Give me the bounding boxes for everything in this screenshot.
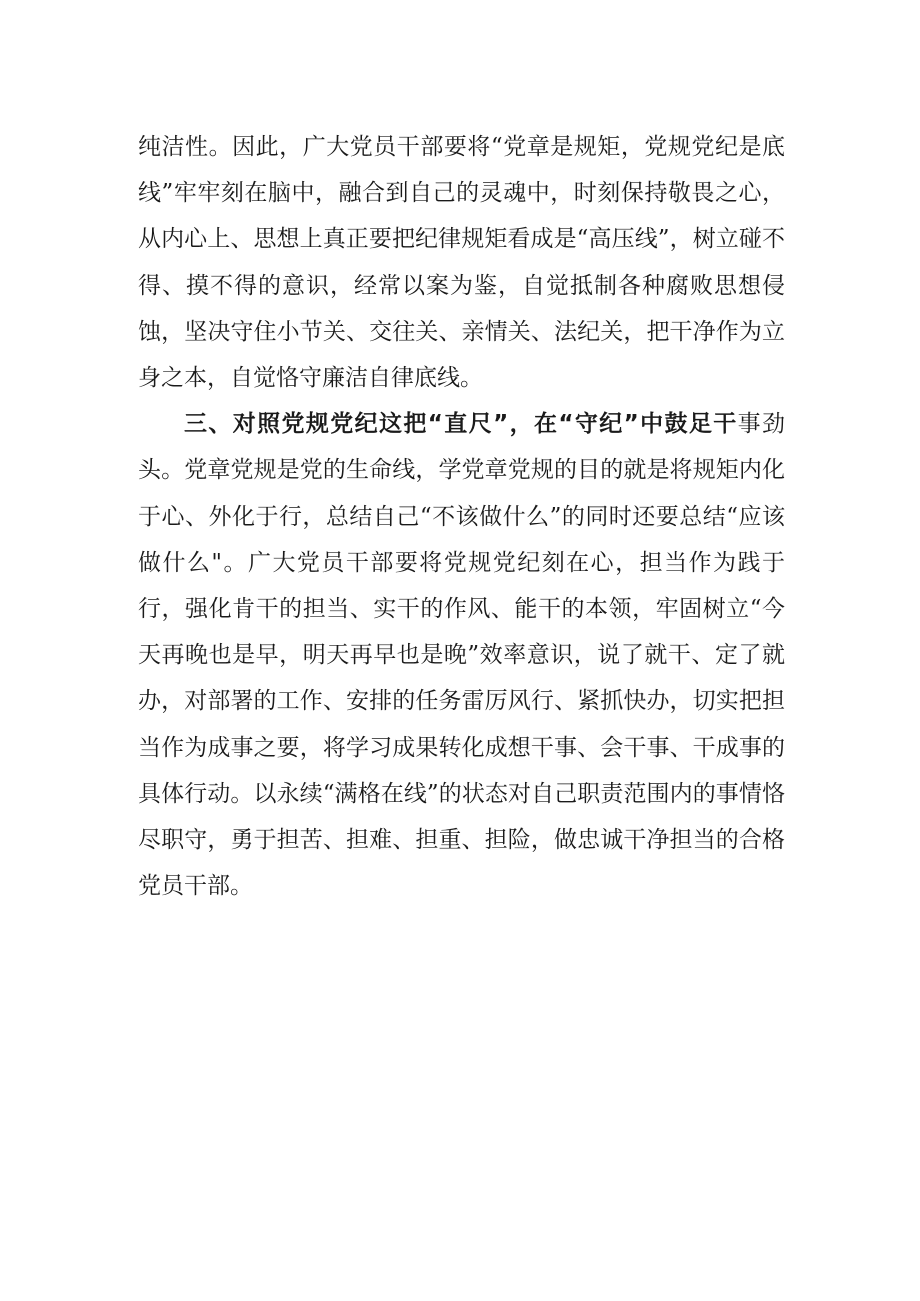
paragraph-continuation [138,124,785,401]
paragraph-text: 事劲头。党章党规是党的生命线，学党章党规的目的就是将规矩内化于心、外化于行，总结自己“不该做什么”的同时还要总结“应该做什么"。广大党员干部要将党规党纪刻在心，担当作为践于行，强化肯干的担当、实干的作风、能干的本领，牢固树立“今天再晚也是早，明天再早也是晚”效率意识，说了就干、定了就办，对部署的工作、安排的任务雷厉风行、紧抓快办，切实把担当作为成事之要，将学习成果转化成想干事、会干事、干成事的具体行动。以永续“满格在线”的状态对自己职责范围内的事情恪尽职守，勇于担苦、担难、担重、担险，做忠诚干净担当的合格党员干部。 [138,411,786,900]
section-heading: 三、对照党规党纪这把“直尺”，在“守纪”中鼓足干 [184,411,738,438]
paragraph-text: 纯洁性。因此，广大党员干部要将“党章是规矩，党规党纪是底线”牢牢刻在脑中，融合到自己的灵魂中，时刻保持敬畏之心，从内心上、思想上真正要把纪律规矩看成是“高压线”，树立碰不得、摸不得的意识，经常以案为鉴，自觉抵制各种腐败思想侵蚀，坚决守住小节关、交往关、亲情关、法纪关，把干净作为立身之本，自觉恪守廉洁自律底线。 [138,134,785,392]
document-body [138,124,785,909]
paragraph-section-three [138,401,785,909]
